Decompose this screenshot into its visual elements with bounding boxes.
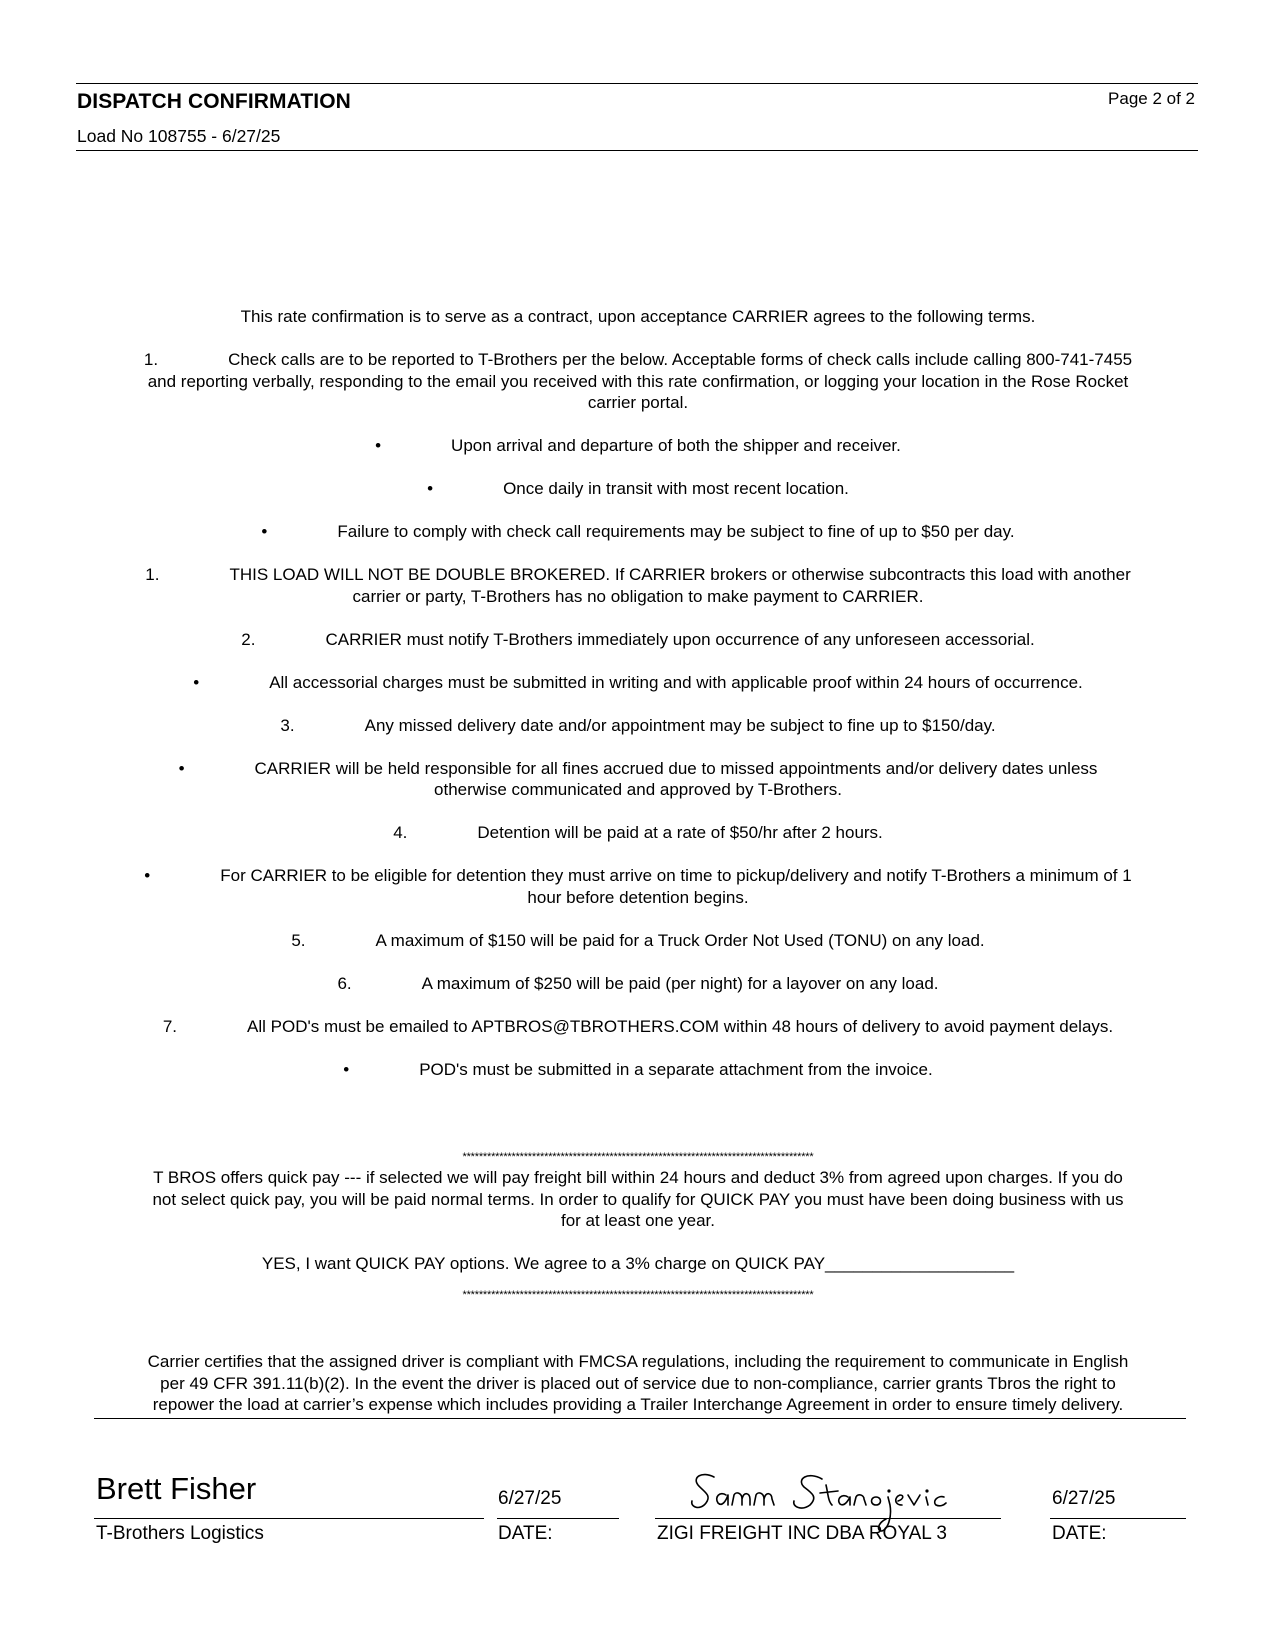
list-marker: 1.: [143, 350, 159, 369]
bullet-marker: •: [193, 672, 200, 692]
term-text: A maximum of $250 will be paid (per night) for a layover on any load.: [421, 973, 939, 993]
term-double-brokered: [88, 564, 1188, 607]
bullet-text: All accessorial charges must be submitted in writing and with applicable proof within 24 hours of occurrence.: [269, 672, 1083, 692]
bullet-text: hour before detention begins.: [527, 887, 749, 907]
bullet-daily: [88, 478, 1188, 500]
driver-certification: [88, 1351, 1188, 1416]
list-marker: 3.: [280, 715, 295, 735]
bullet-detention: [88, 865, 1188, 908]
document-title: DISPATCH CONFIRMATION: [77, 90, 351, 113]
term-text: carrier or party, T-Brothers has no obligation to make payment to CARRIER.: [352, 586, 924, 606]
list-marker: 6.: [337, 973, 352, 993]
terms-intro: This rate confirmation is to serve as a contract, upon acceptance CARRIER agrees to the following terms.: [240, 307, 1036, 326]
bullet-text: Upon arrival and departure of both the shipper and receiver.: [451, 436, 901, 455]
term-text: A maximum of $150 will be paid for a Truck Order Not Used (TONU) on any load.: [375, 930, 985, 950]
quick-pay-line: for at least one year.: [560, 1211, 716, 1230]
separator-stars: **************************************************************************************: [462, 1288, 814, 1301]
bullet-marker: •: [144, 866, 151, 885]
certification-line: repower the load at carrier’s expense which includes providing a Trailer Interchange Agreement in order to ensure timely delivery.: [152, 1395, 1124, 1414]
term-text: CARRIER must notify T-Brothers immediately upon occurrence of any unforeseen accessorial.: [325, 629, 1035, 649]
header-bottom-rule: [76, 150, 1198, 151]
page-number: Page 2 of 2: [1108, 89, 1195, 108]
bullet-text: Failure to comply with check call requirements may be subject to fine of up to $50 per day.: [337, 522, 1015, 541]
bullet-text: POD's must be submitted in a separate attachment from the invoice.: [419, 1059, 933, 1079]
bullet-text: CARRIER will be held responsible for all fines accrued due to missed appointments and/or delivery dates unless: [254, 758, 1098, 778]
certification-line: per 49 CFR 391.11(b)(2). In the event the driver is placed out of service due to non-compliance, carrier grants Tbros the right to: [160, 1373, 1116, 1393]
term-text: and reporting verbally, responding to the email you received with this rate confirmation, or logging your location in the Rose Rocket: [147, 371, 1129, 391]
term-tonu: [88, 930, 1188, 952]
term-text: All POD's must be emailed to APTBROS@TBROTHERS.COM within 48 hours of delivery to avoid payment delays.: [247, 1016, 1114, 1036]
term-detention: [88, 822, 1188, 844]
bullet-arrival: [88, 435, 1188, 457]
quick-pay-line: not select quick pay, you will be paid normal terms. In order to qualify for QUICK PAY you must have been doing business with us: [152, 1189, 1124, 1209]
quick-pay-opt-in[interactable]: YES, I want QUICK PAY options. We agree to a 3% charge on QUICK PAY____________________: [261, 1254, 1015, 1273]
term-text: carrier portal.: [587, 393, 689, 412]
bullet-text: otherwise communicated and approved by T-Brothers.: [434, 780, 842, 799]
term-pod: [88, 1016, 1188, 1038]
bullet-marker: •: [427, 479, 434, 498]
broker-date-line: [497, 1518, 619, 1519]
term-accessorial: [88, 629, 1188, 651]
load-number: Load No 108755 - 6/27/25: [77, 126, 281, 146]
carrier-signature-line: [655, 1518, 1001, 1519]
separator-stars: **************************************************************************************: [462, 1151, 814, 1163]
quick-pay-section: [88, 1151, 1188, 1301]
broker-date-label: DATE:: [498, 1523, 553, 1544]
term-check-calls: [88, 349, 1188, 414]
certification-rule: [94, 1418, 1186, 1419]
carrier-company: ZIGI FREIGHT INC DBA ROYAL 3: [657, 1523, 947, 1544]
bullet-pod: [88, 1059, 1188, 1081]
bullet-marker: •: [178, 758, 185, 778]
quick-pay-text: [88, 1167, 1188, 1232]
broker-date-value: 6/27/25: [498, 1488, 562, 1509]
list-marker: 2.: [241, 629, 256, 649]
term-missed-delivery: [88, 715, 1188, 737]
bullet-fines: [88, 758, 1188, 801]
bullet-marker: •: [375, 436, 382, 455]
carrier-date-label: DATE:: [1052, 1523, 1107, 1544]
header-top-rule: [76, 83, 1198, 84]
bullet-marker: •: [343, 1059, 350, 1079]
term-layover: [88, 973, 1188, 995]
broker-signature-line: [94, 1518, 484, 1519]
bullet-text: For CARRIER to be eligible for detention they must arrive on time to pickup/delivery and notify T-Brothers a minimum of 1: [220, 866, 1132, 885]
certification-line: Carrier certifies that the assigned driver is compliant with FMCSA regulations, including the requirement to communicate in English: [147, 1352, 1129, 1371]
quick-pay-line: T BROS offers quick pay --- if selected we will pay freight bill within 24 hours and deduct 3% from agreed upon charges. If you do: [153, 1168, 1123, 1187]
carrier-date-line: [1050, 1518, 1186, 1519]
bullet-fine: [88, 521, 1188, 543]
list-marker: 5.: [291, 930, 306, 950]
broker-signer-name: Brett Fisher: [96, 1471, 257, 1506]
term-text: Check calls are to be reported to T-Brothers per the below. Acceptable forms of check calls include calling 800-741-7455: [228, 350, 1133, 369]
carrier-date-value: 6/27/25: [1052, 1488, 1116, 1509]
broker-company: T-Brothers Logistics: [96, 1523, 264, 1544]
term-text: Detention will be paid at a rate of $50/hr after 2 hours.: [477, 823, 883, 842]
terms-section: [88, 306, 1188, 1102]
bullet-accessorial: [88, 672, 1188, 694]
bullet-marker: •: [261, 522, 268, 541]
list-marker: 4.: [393, 823, 408, 842]
list-marker: 7.: [162, 1016, 178, 1036]
list-marker: 1.: [145, 565, 160, 584]
term-text: Any missed delivery date and/or appointment may be subject to fine up to $150/day.: [364, 715, 996, 735]
bullet-text: Once daily in transit with most recent location.: [503, 479, 849, 498]
term-text: THIS LOAD WILL NOT BE DOUBLE BROKERED. If CARRIER brokers or otherwise subcontracts this load with another: [229, 565, 1131, 584]
